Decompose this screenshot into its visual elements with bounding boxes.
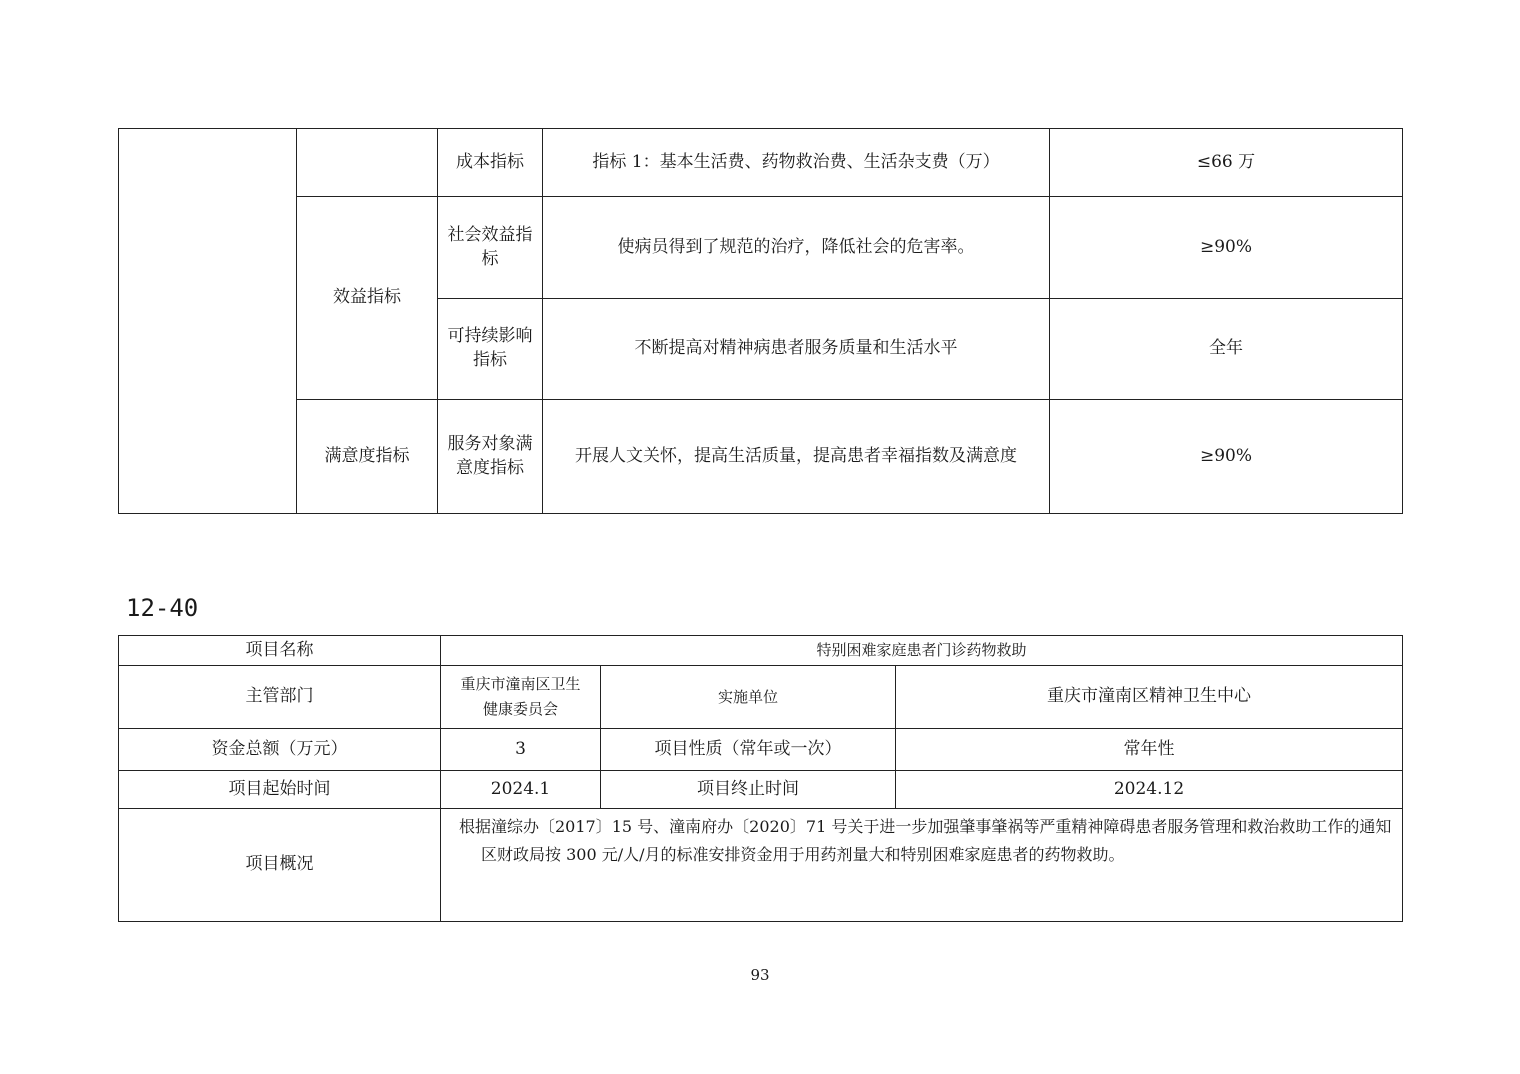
indicator-blank-cell xyxy=(297,129,438,197)
table-row xyxy=(119,636,1403,666)
indicator-blank-cell xyxy=(119,129,297,514)
dept-label: 主管部门 xyxy=(119,666,441,729)
start-time-label: 项目起始时间 xyxy=(119,771,441,809)
secondary-indicator: 服务对象满意度指标 xyxy=(438,400,543,514)
table-row xyxy=(119,809,1403,922)
start-time-value: 2024.1 xyxy=(441,771,601,809)
nature-label: 项目性质（常年或一次） xyxy=(601,729,896,771)
dept-value: 重庆市潼南区卫生健康委员会 xyxy=(441,666,601,729)
indicator-value: 全年 xyxy=(1050,299,1403,400)
impl-unit-label: 实施单位 xyxy=(601,666,896,729)
indicator-content: 不断提高对精神病患者服务质量和生活水平 xyxy=(543,299,1050,400)
indicator-value: ≥90% xyxy=(1050,197,1403,299)
performance-indicators-table xyxy=(118,128,1403,514)
project-name-value: 特别困难家庭患者门诊药物救助 xyxy=(441,636,1403,666)
project-name-label: 项目名称 xyxy=(119,636,441,666)
impl-unit-value: 重庆市潼南区精神卫生中心 xyxy=(896,666,1403,729)
table-row xyxy=(119,771,1403,809)
primary-indicator: 效益指标 xyxy=(297,197,438,400)
secondary-indicator: 可持续影响指标 xyxy=(438,299,543,400)
nature-value: 常年性 xyxy=(896,729,1403,771)
page-number: 93 xyxy=(750,966,770,984)
overview-paragraph: 根据潼综办〔2017〕15 号、潼南府办〔2020〕71 号关于进一步加强肇事肇祸等严重精神障碍患者服务管理和救治救助工作的通知 xyxy=(459,817,1392,836)
end-time-value: 2024.12 xyxy=(896,771,1403,809)
table-row xyxy=(119,666,1403,729)
overview-label: 项目概况 xyxy=(119,809,441,922)
indicator-content: 使病员得到了规范的治疗，降低社会的危害率。 xyxy=(543,197,1050,299)
indicator-content: 指标 1：基本生活费、药物救治费、生活杂支费（万） xyxy=(543,129,1050,197)
primary-indicator: 满意度指标 xyxy=(297,400,438,514)
end-time-label: 项目终止时间 xyxy=(601,771,896,809)
secondary-indicator: 社会效益指标 xyxy=(438,197,543,299)
table-row xyxy=(119,197,1403,299)
fund-value: 3 xyxy=(441,729,601,771)
overview-paragraph: 区财政局按 300 元/人/月的标准安排资金用于用药剂量大和特别困难家庭患者的药物救助。 xyxy=(481,845,1125,864)
indicator-content: 开展人文关怀，提高生活质量，提高患者幸福指数及满意度 xyxy=(543,400,1050,514)
secondary-indicator: 成本指标 xyxy=(438,129,543,197)
table-row xyxy=(119,400,1403,514)
table-row xyxy=(119,129,1403,197)
table-row xyxy=(119,729,1403,771)
section-number: 12-40 xyxy=(126,594,199,622)
project-info-table xyxy=(118,635,1403,922)
fund-label: 资金总额（万元） xyxy=(119,729,441,771)
overview-value xyxy=(441,809,1403,922)
indicator-value: ≥90% xyxy=(1050,400,1403,514)
indicator-value: ≤66 万 xyxy=(1050,129,1403,197)
